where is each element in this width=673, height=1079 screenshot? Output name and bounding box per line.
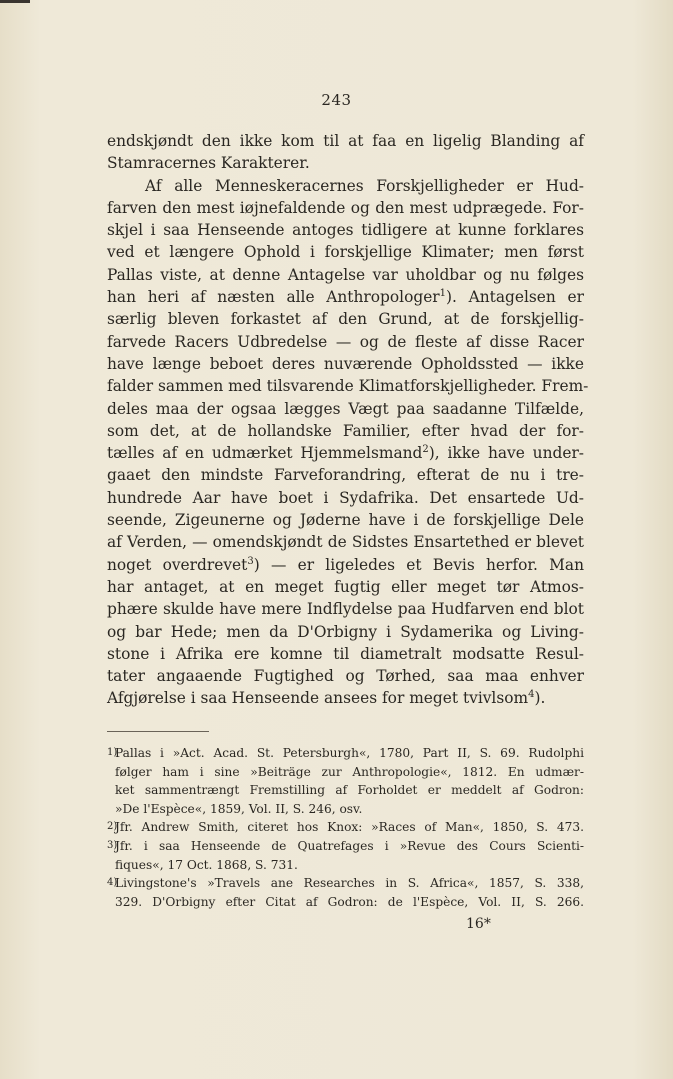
footnote-line: ket sammentrængt Fremstilling af Forholdet er meddelt af Godron: <box>115 783 584 798</box>
signature-mark: 16* <box>466 916 491 932</box>
text-line: stone i Afrika ere komne til diametralt modsatte Resul- <box>107 644 584 663</box>
footnotes <box>107 744 584 911</box>
text-line: farvede Racers Udbredelse — og de fleste af disse Racer <box>107 332 584 351</box>
text-line: falder sammen med tilsvarende Klimatforskjelligheder. Frem- <box>107 377 589 396</box>
footnote-line: følger ham i sine »Beiträge zur Anthropologie«, 1812. En udmær- <box>115 764 584 779</box>
text-segment: tælles af en udmærket Hjemmelsmand <box>107 444 423 463</box>
footnote-mark: 3) <box>107 839 118 851</box>
footnote-line: fiques«, 17 Oct. 1868, S. 731. <box>115 857 298 872</box>
text-line: Pallas viste, at denne Antagelse var uholdbar og nu følges <box>107 265 584 284</box>
text-line: og bar Hede; men da D'Orbigny i Sydamerika og Living- <box>107 622 584 641</box>
text-line: tater angaaende Fugtighed og Tørhed, saa maa enhver <box>107 667 584 686</box>
footnote-1 <box>107 744 584 763</box>
footnote-line: »De l'Espèce«, 1859, Vol. II, S. 246, osv. <box>115 801 363 816</box>
text-segment: ), ikke have under- <box>428 444 585 463</box>
footnote-mark: 1) <box>107 747 118 758</box>
footnote-divider <box>107 731 209 732</box>
text-line: Stamracernes Karakterer. <box>107 154 310 173</box>
text-line: phære skulde have mere Indflydelse paa Hudfarven end blot <box>107 600 584 619</box>
text-line: gaaet den mindste Farveforandring, efterat de nu i tre- <box>107 466 584 485</box>
footnote-text: Livingstone's »Travels ane Researches in S. Africa«, 1857, S. 338, <box>115 876 584 891</box>
page-number: 243 <box>321 91 352 109</box>
text-segment: Afgjørelse i saa Henseende ansees for meget tvivlsom <box>107 689 529 708</box>
footnote-ref: 4 <box>528 689 535 701</box>
text-line: af Verden, — omendskjøndt de Sidstes Ensartethed er blevet <box>107 533 584 552</box>
footnote-ref: 2 <box>422 444 429 456</box>
text-segment: noget overdrevet <box>107 555 248 574</box>
footnote-text: Jfr. Andrew Smith, citeret hos Knox: »Races of Man«, 1850, S. 473. <box>115 820 584 835</box>
text-line: har antaget, at en meget fugtig eller meget tør Atmos- <box>107 577 584 596</box>
text-line: særlig bleven forkastet af den Grund, at de forskjellig- <box>107 310 584 329</box>
text-line: skjel i saa Henseende antoges tidligere at kunne forklares <box>107 221 584 240</box>
footnote-3 <box>107 837 584 856</box>
footnote-4 <box>107 874 584 893</box>
page-edge-mark <box>0 0 30 3</box>
footnote-text: Jfr. i saa Henseende de Quatrefages i »Revue des Cours Scienti- <box>115 838 584 853</box>
text-line <box>107 286 584 308</box>
text-line: have længe beboet deres nuværende Opholdssted — ikke <box>107 354 584 373</box>
footnote-mark: 4) <box>107 877 118 889</box>
text-segment: ) — er ligeledes et Bevis herfor. Man <box>253 555 584 574</box>
text-line: endskjøndt den ikke kom til at faa en ligelig Blanding af <box>107 132 584 150</box>
text-line: farven den mest iøjnefaldende og den mest udprægede. For- <box>107 198 584 217</box>
main-text <box>107 130 589 710</box>
text-line: hundrede Aar have boet i Sydafrika. Det ensartede Ud- <box>107 488 584 507</box>
footnote-ref: 1 <box>439 287 447 299</box>
text-line: Af alle Menneskeracernes Forskjelligheder er Hud- <box>145 176 584 195</box>
text-line <box>107 442 584 464</box>
footnote-mark: 2) <box>107 821 118 833</box>
text-line: som det, at de hollandske Familier, efter hvad der for- <box>107 421 584 440</box>
footnote-ref: 3 <box>247 555 254 567</box>
text-line: deles maa der ogsaa lægges Vægt paa saadanne Tilfælde, <box>107 399 584 418</box>
text-line <box>107 554 584 576</box>
text-segment: han heri af næsten alle Anthropologer <box>107 288 440 307</box>
text-line: seende, Zigeunerne og Jøderne have i de forskjellige Dele <box>107 511 584 530</box>
footnote-line: 329. D'Orbigny efter Citat af Godron: de l'Espèce, Vol. II, S. 266. <box>115 894 584 909</box>
text-segment: ). Antagelsen er <box>446 288 584 307</box>
footnote-2 <box>107 818 584 837</box>
text-line <box>107 687 584 709</box>
text-line: ved et længere Ophold i forskjellige Klimater; men først <box>107 243 584 262</box>
footnote-text: Pallas i »Act. Acad. St. Petersburgh«, 1780, Part II, S. 69. Rudolphi <box>115 746 584 760</box>
text-segment: ). <box>534 689 546 708</box>
